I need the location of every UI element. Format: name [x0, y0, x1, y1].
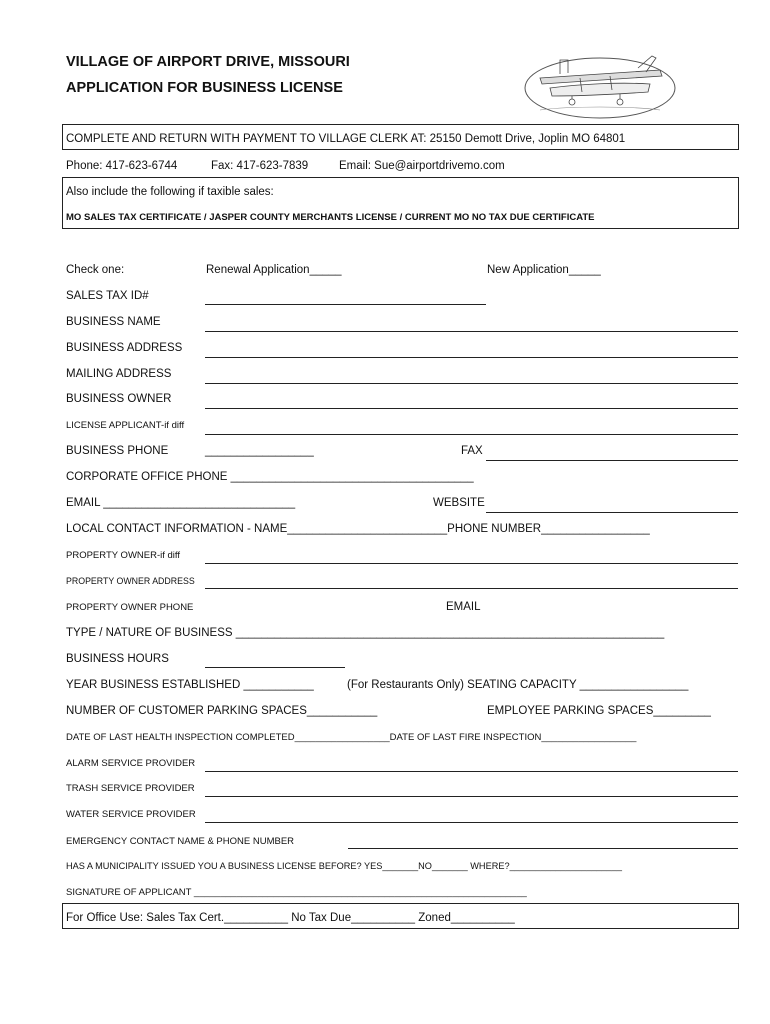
sales-tax-id-field[interactable] — [205, 304, 486, 305]
local-contact-field[interactable]: LOCAL CONTACT INFORMATION - NAME_________________________PHONE NUMBER_________________ — [66, 523, 650, 535]
mailing-address-label: MAILING ADDRESS — [66, 368, 172, 380]
seating-capacity-field[interactable]: (For Restaurants Only) SEATING CAPACITY _________________ — [347, 679, 689, 691]
corporate-phone-field[interactable]: CORPORATE OFFICE PHONE ______________________________________ — [66, 471, 474, 483]
water-provider-field[interactable] — [205, 822, 738, 823]
business-phone-field[interactable]: _________________ — [205, 445, 314, 457]
inspection-dates-field[interactable]: DATE OF LAST HEALTH INSPECTION COMPLETED__________________DATE OF LAST FIRE INSPECTION__________________ — [66, 732, 637, 743]
business-type-field[interactable]: TYPE / NATURE OF BUSINESS ___________________________________________________________________ — [66, 627, 665, 639]
business-phone-label: BUSINESS PHONE — [66, 445, 169, 457]
property-owner-phone-label: PROPERTY OWNER PHONE — [66, 602, 194, 613]
business-name-field[interactable] — [205, 331, 738, 332]
customer-parking-field[interactable]: NUMBER OF CUSTOMER PARKING SPACES___________ — [66, 705, 378, 717]
license-applicant-label: LICENSE APPLICANT-if diff — [66, 420, 185, 431]
website-field[interactable] — [486, 512, 738, 513]
mailing-address-field[interactable] — [205, 383, 738, 384]
clerk-fax: Fax: 417-623-7839 — [211, 160, 309, 172]
emergency-contact-field[interactable] — [348, 848, 738, 849]
business-name-label: BUSINESS NAME — [66, 316, 161, 328]
business-address-field[interactable] — [205, 357, 738, 358]
business-address-label: BUSINESS ADDRESS — [66, 342, 183, 354]
property-owner-email-label: EMAIL — [446, 601, 481, 613]
new-application-option[interactable]: New Application_____ — [487, 264, 601, 276]
check-one-label: Check one: — [66, 264, 125, 276]
office-use-line: For Office Use: Sales Tax Cert.__________ No Tax Due__________ Zoned__________ — [66, 912, 515, 924]
sales-tax-id-label: SALES TAX ID# — [66, 290, 149, 302]
employee-parking-field[interactable]: EMPLOYEE PARKING SPACES_________ — [487, 705, 711, 717]
property-owner-label: PROPERTY OWNER-if diff — [66, 550, 181, 561]
form-title-line2: APPLICATION FOR BUSINESS LICENSE — [66, 80, 343, 96]
business-hours-label: BUSINESS HOURS — [66, 653, 169, 665]
license-applicant-field[interactable] — [205, 434, 738, 435]
email-field[interactable]: EMAIL ______________________________ — [66, 497, 296, 509]
form-title-line1: VILLAGE OF AIRPORT DRIVE, MISSOURI — [66, 54, 350, 70]
clerk-email: Email: Sue@airportdrivemo.com — [339, 160, 505, 172]
taxable-requirements: MO SALES TAX CERTIFICATE / JASPER COUNTY MERCHANTS LICENSE / CURRENT MO NO TAX DUE CERTIFICATE — [66, 212, 595, 223]
signature-field[interactable]: SIGNATURE OF APPLICANT _______________________________________________________________ — [66, 887, 527, 898]
trash-provider-field[interactable] — [205, 796, 738, 797]
clerk-phone: Phone: 417-623-6744 — [66, 160, 178, 172]
year-established-field[interactable]: YEAR BUSINESS ESTABLISHED ___________ — [66, 679, 314, 691]
business-owner-label: BUSINESS OWNER — [66, 393, 172, 405]
taxable-intro: Also include the following if taxible sales: — [66, 186, 274, 198]
property-owner-address-label: PROPERTY OWNER ADDRESS — [66, 576, 195, 586]
airplane-logo — [520, 48, 680, 120]
return-instructions: COMPLETE AND RETURN WITH PAYMENT TO VILLAGE CLERK AT: 25150 Demott Drive, Joplin MO 64801 — [66, 133, 626, 145]
fax-label: FAX — [461, 445, 483, 457]
renewal-application-option[interactable]: Renewal Application_____ — [206, 264, 342, 276]
property-owner-field[interactable] — [205, 563, 738, 564]
website-label: WEBSITE — [433, 497, 485, 509]
business-hours-field[interactable] — [205, 667, 345, 668]
emergency-contact-label: EMERGENCY CONTACT NAME & PHONE NUMBER — [66, 836, 295, 847]
fax-field[interactable] — [486, 460, 738, 461]
property-owner-address-field[interactable] — [205, 588, 738, 589]
alarm-provider-field[interactable] — [205, 771, 738, 772]
alarm-provider-label: ALARM SERVICE PROVIDER — [66, 758, 196, 769]
trash-provider-label: TRASH SERVICE PROVIDER — [66, 783, 195, 794]
prior-license-field[interactable]: HAS A MUNICIPALITY ISSUED YOU A BUSINESS LICENSE BEFORE? YES_______NO_______ WHERE?______________________ — [66, 861, 622, 871]
water-provider-label: WATER SERVICE PROVIDER — [66, 809, 196, 820]
business-owner-field[interactable] — [205, 408, 738, 409]
